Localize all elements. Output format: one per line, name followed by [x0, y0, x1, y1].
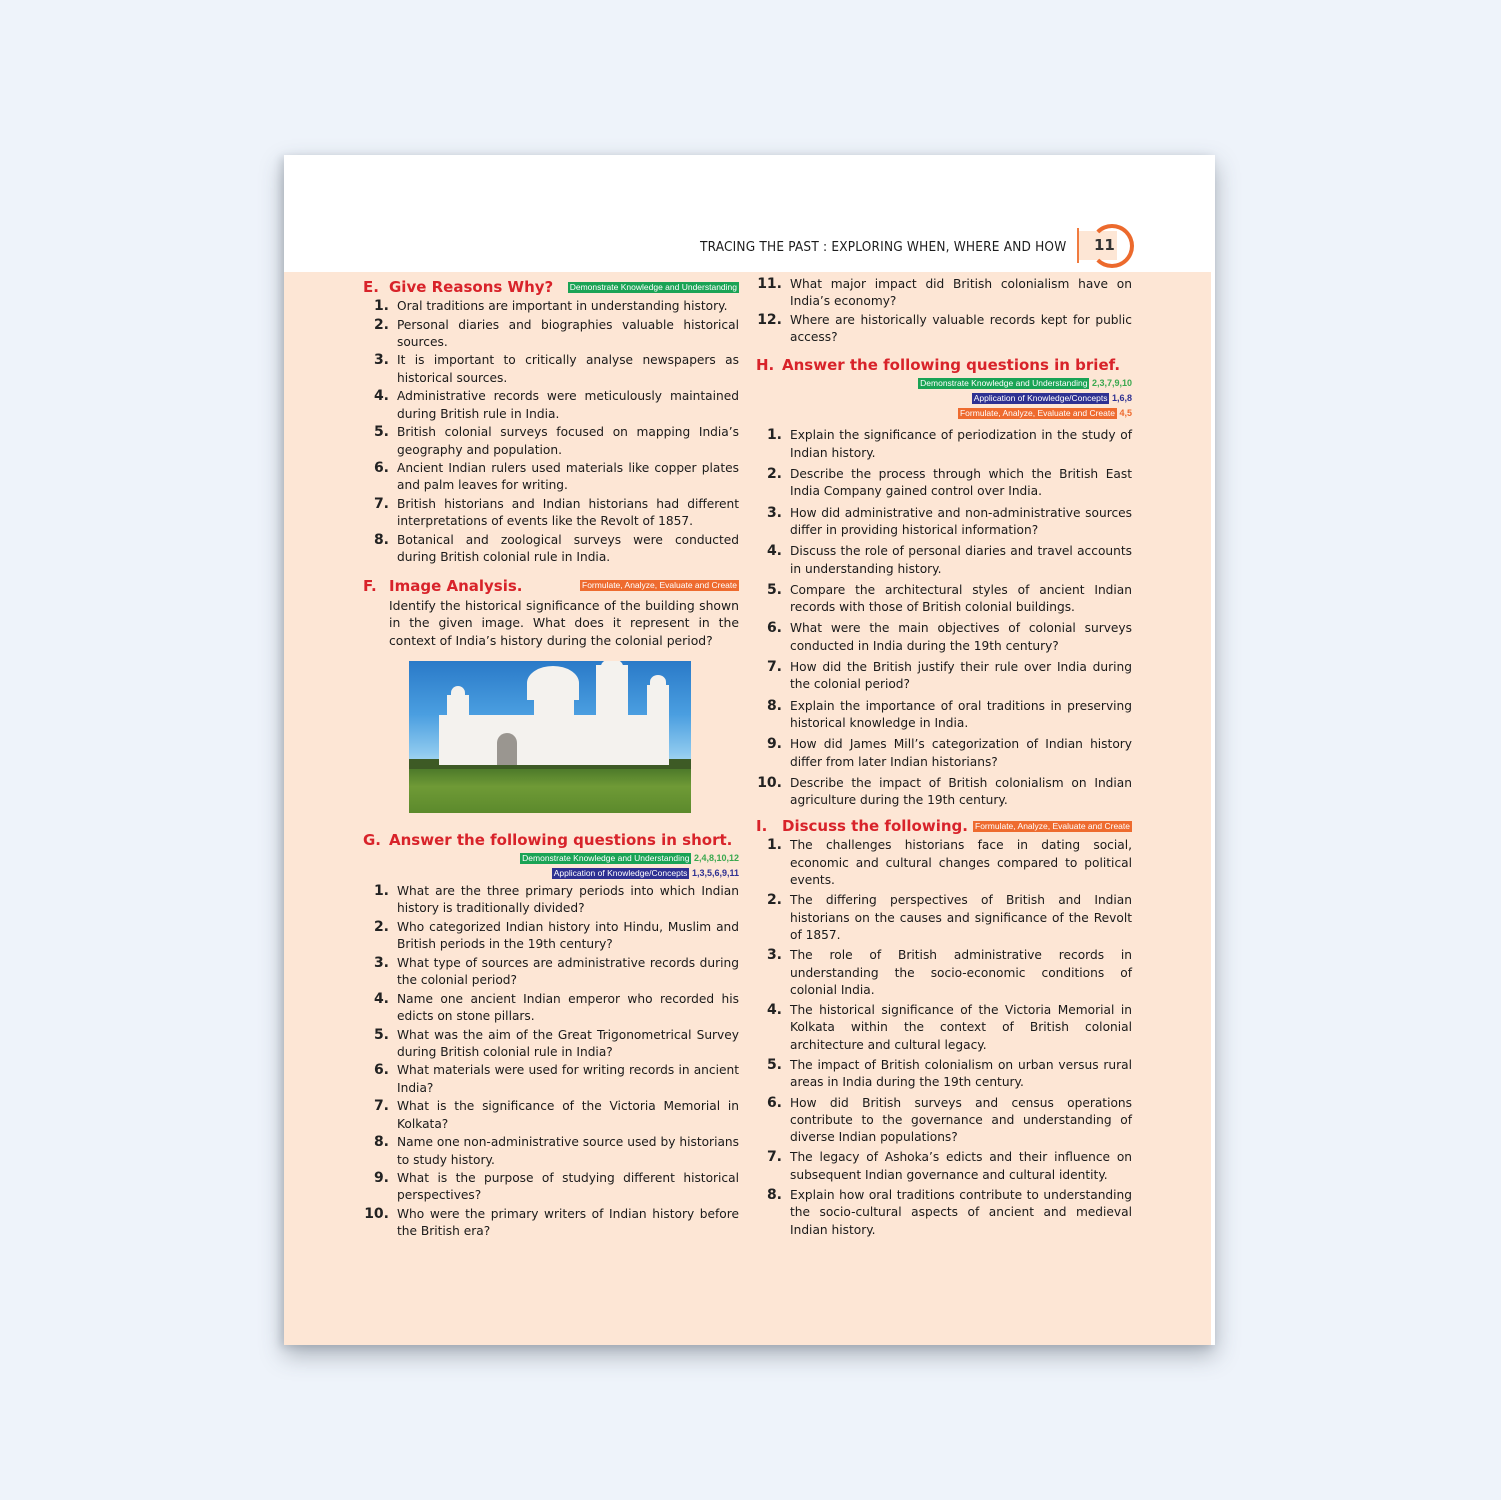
- tag-row-application: Application of Knowledge/Concepts 1,3,5,6,9,11: [553, 868, 739, 879]
- list-item: 8. Name one non-administrative source used by historians to study history.: [373, 1134, 739, 1167]
- list-item: 2. Who categorized Indian history into Hindu, Muslim and British periods in the 19th century?: [373, 918, 739, 952]
- list-item: 4. Discuss the role of personal diaries and travel accounts in understanding history.: [766, 543, 1132, 576]
- list-item: 8. Botanical and zoological surveys were conducted during British colonial rule in India.: [373, 531, 739, 565]
- question-list: [756, 837, 1132, 1239]
- list-item: 6. What materials were used for writing records in ancient India?: [373, 1062, 739, 1095]
- section-h: [756, 354, 1132, 809]
- section-title: Answer the following questions in short.: [389, 831, 733, 850]
- list-item: 5. Compare the architectural styles of ancient Indian records with those of British colonial buildings.: [766, 581, 1132, 615]
- tag-row-application: Application of Knowledge/Concepts 1,6,8: [973, 393, 1132, 404]
- section-letter: F.: [363, 576, 377, 595]
- section-f: [363, 575, 739, 814]
- section-letter: H.: [756, 356, 775, 375]
- page-number: 11: [1094, 236, 1115, 254]
- section-title: Give Reasons Why?: [389, 278, 554, 296]
- list-item: 5. British colonial surveys focused on mapping India’s geography and population.: [373, 424, 739, 457]
- section-letter: E.: [363, 278, 379, 296]
- list-item: 8. Explain the importance of oral traditions in preserving historical knowledge in India.: [766, 697, 1132, 730]
- list-item: 1. What are the three primary periods into which Indian history is traditionally divided?: [373, 883, 739, 916]
- right-column: [756, 276, 1132, 1242]
- question-list: [363, 883, 739, 1241]
- list-item: 9. How did James Mill’s categorization of Indian history differ from later Indian historians?: [766, 736, 1132, 769]
- section-letter: G.: [363, 831, 382, 850]
- list-item: 3. It is important to critically analyse newspapers as historical sources.: [373, 352, 739, 385]
- section-heading: [756, 354, 1132, 376]
- list-item: 6. How did British surveys and census operations contribute to the governance and understanding of diverse Indian populations?: [766, 1094, 1132, 1145]
- list-item: 10. Who were the primary writers of Indian history before the British era?: [364, 1206, 739, 1239]
- list-item: 7. How did the British justify their rule over India during the colonial period?: [766, 659, 1132, 692]
- list-item: 3. The role of British administrative records in understanding the socio-economic conditions of colonial India.: [766, 947, 1132, 997]
- tag-row-knowledge: Demonstrate Knowledge and Understanding 2,3,7,9,10: [920, 378, 1132, 389]
- list-item: 5. The impact of British colonialism on urban versus rural areas in India during the 19th century.: [766, 1056, 1132, 1090]
- list-item: 4. Name one ancient Indian emperor who recorded his edicts on stone pillars.: [373, 990, 739, 1023]
- list-item: 6. What were the main objectives of colonial surveys conducted in India during the 19th century?: [766, 620, 1132, 653]
- section-i: [756, 815, 1132, 1239]
- section-heading: [363, 829, 739, 851]
- section-title: Discuss the following.: [782, 817, 968, 836]
- left-column: [363, 276, 739, 1242]
- tag-formulate: Formulate, Analyze, Evaluate and Create: [582, 580, 737, 591]
- tag-formulate: Formulate, Analyze, Evaluate and Create: [975, 820, 1130, 831]
- list-item: 8. Explain how oral traditions contribute to understanding the socio-cultural aspects of ancient and medieval Indian history.: [766, 1187, 1132, 1237]
- section-title: Image Analysis.: [389, 576, 523, 595]
- list-item: 1. Explain the significance of periodization in the study of Indian history.: [766, 427, 1132, 460]
- list-item: 11. What major impact did British colonialism have on India’s economy?: [757, 276, 1132, 309]
- list-item: 3. What type of sources are administrative records during the colonial period?: [373, 954, 739, 988]
- list-item: 4. Administrative records were meticulously maintained during British rule in India.: [373, 388, 739, 421]
- list-item: 1. The challenges historians face in dating social, economic and cultural changes compared to political events.: [766, 837, 1132, 888]
- tag-knowledge: Demonstrate Knowledge and Understanding: [569, 281, 737, 292]
- running-title: TRACING THE PAST : EXPLORING WHEN, WHERE AND HOW: [700, 239, 1067, 255]
- list-item: 2. Describe the process through which the British East India Company gained control over India.: [766, 466, 1132, 499]
- section-letter: I.: [756, 817, 768, 836]
- section-title: Answer the following questions in brief.: [782, 356, 1121, 375]
- tag-row-formulate: Formulate, Analyze, Evaluate and Create 4,5: [959, 408, 1132, 419]
- section-heading: [363, 276, 739, 298]
- list-item: 7. What is the significance of the Victoria Memorial in Kolkata?: [373, 1098, 739, 1131]
- image-analysis-prompt: Identify the historical significance of the building shown in the given image. What does it represent in the context of India’s history during the colonial period?: [389, 597, 739, 648]
- question-list-continued: [756, 276, 1132, 346]
- list-item: 7. British historians and Indian historians had different interpretations of events like the Revolt of 1857.: [373, 496, 739, 529]
- list-item: 6. Ancient Indian rulers used materials like copper plates and palm leaves for writing.: [373, 460, 739, 493]
- question-list: [756, 427, 1132, 809]
- list-item: 2. The differing perspectives of British and Indian historians on the causes and significance of the Revolt of 1857.: [766, 892, 1132, 942]
- list-item: 7. The legacy of Ashoka’s edicts and their influence on subsequent Indian governance and cultural identity.: [766, 1149, 1132, 1182]
- list-item: 2. Personal diaries and biographies valuable historical sources.: [373, 316, 739, 349]
- list-item: 12. Where are historically valuable records kept for public access?: [757, 311, 1132, 345]
- list-item: 1. Oral traditions are important in understanding history.: [373, 298, 728, 314]
- list-item: 4. The historical significance of the Victoria Memorial in Kolkata within the context of British colonial architecture and cultural legacy.: [766, 1002, 1132, 1052]
- textbook-page: [284, 155, 1215, 1345]
- section-e: [363, 276, 739, 567]
- section-heading: [363, 575, 739, 597]
- question-list: [363, 298, 739, 567]
- tag-row-knowledge: Demonstrate Knowledge and Understanding 2,4,8,10,12: [522, 853, 739, 864]
- list-item: 5. What was the aim of the Great Trigonometrical Survey during British colonial rule in India?: [373, 1026, 739, 1059]
- list-item: 3. How did administrative and non-administrative sources differ in providing historical information?: [766, 504, 1132, 537]
- list-item: 9. What is the purpose of studying different historical perspectives?: [373, 1170, 739, 1203]
- victoria-memorial-image: [409, 661, 691, 813]
- list-item: 10. Describe the impact of British colonialism on Indian agriculture during the 19th century.: [757, 774, 1132, 808]
- section-heading: [756, 815, 1132, 837]
- section-g: [363, 829, 739, 1241]
